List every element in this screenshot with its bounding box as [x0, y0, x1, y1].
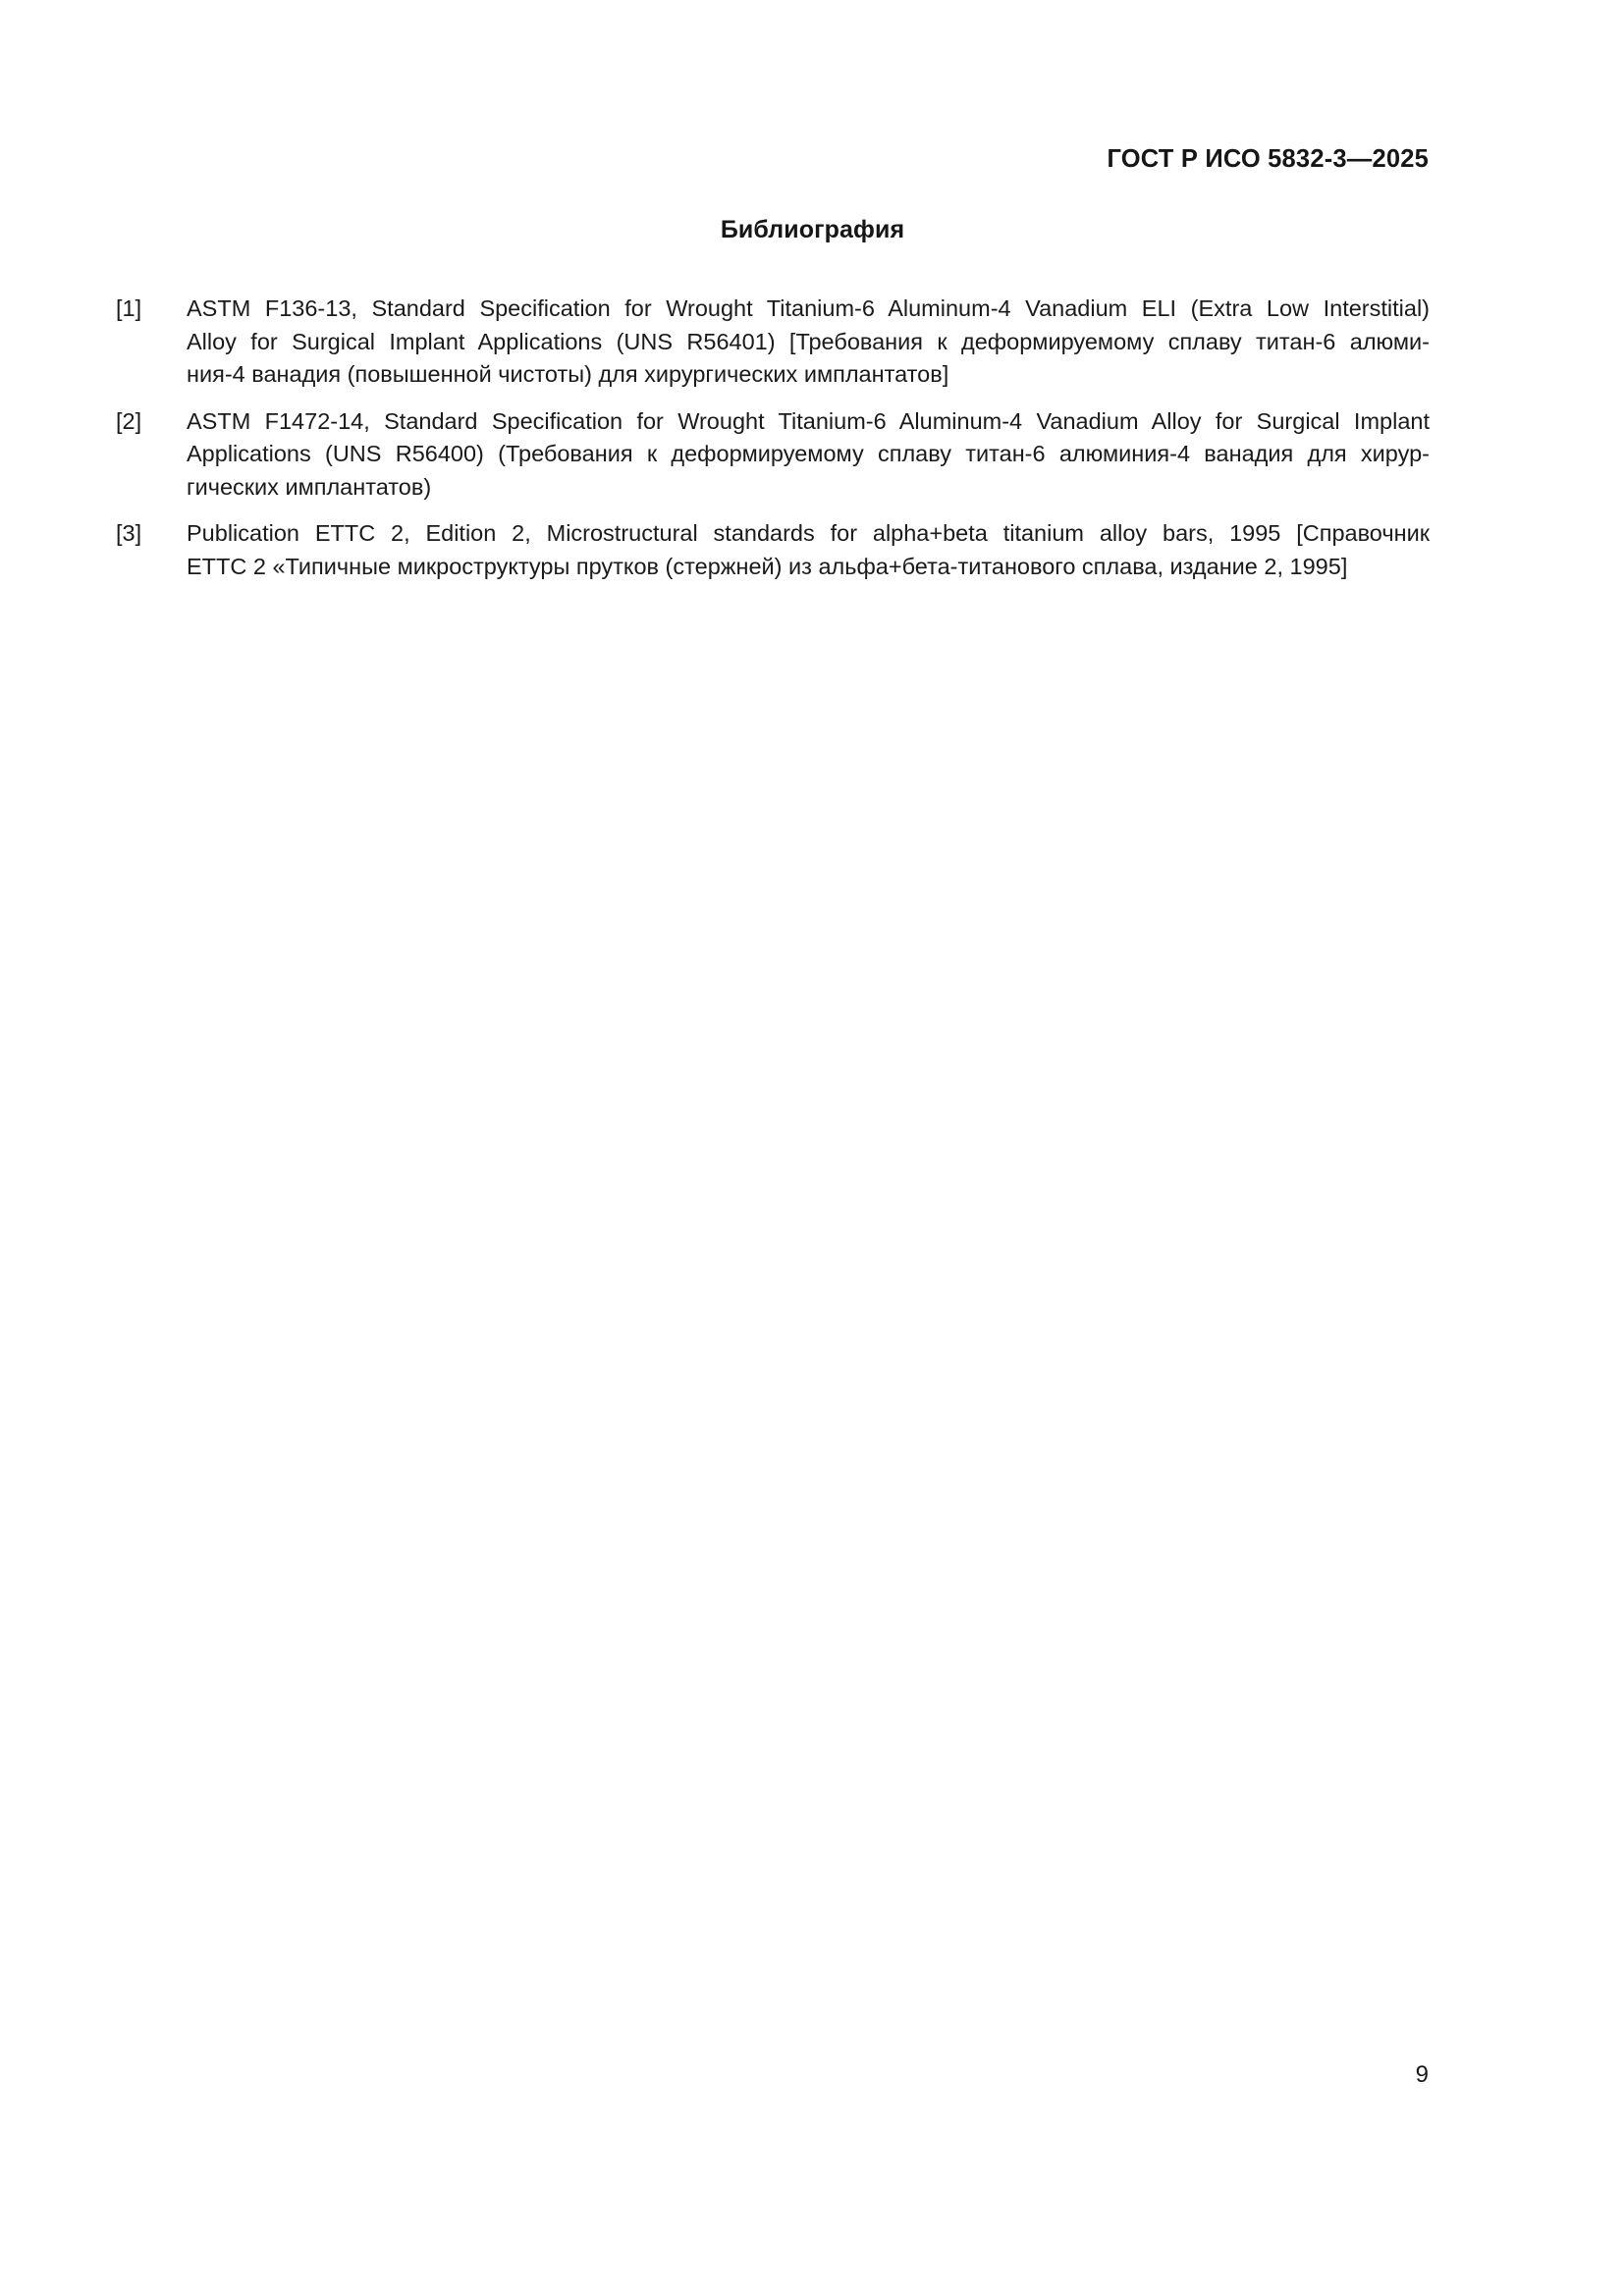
reference-text	[187, 293, 1430, 392]
reference-marker: [3]	[116, 520, 142, 546]
reference-text	[187, 517, 1430, 583]
reference-line: гических имплантатов)	[187, 473, 432, 500]
bibliography-entry	[116, 517, 1430, 583]
running-header: ГОСТ Р ИСО 5832-3—2025	[1107, 145, 1429, 173]
reference-line: ASTM F1472-14, Standard Specification for Wrought Titanium-6 Aluminum-4 Vanadium Alloy for Surgical Implant	[187, 407, 1430, 434]
reference-line: ETTC 2 «Типичные микроструктуры прутков (стержней) из альфа+бета-титанового сплава, издание 2, 1995]	[187, 553, 1348, 579]
reference-marker: [2]	[116, 407, 142, 434]
reference-line: Alloy for Surgical Implant Applications (UNS R56401) [Требования к деформируемому сплаву титан-6 алюми-	[187, 328, 1430, 354]
bibliography-entry	[116, 405, 1430, 505]
bibliography-list	[116, 293, 1430, 583]
bibliography-entry	[116, 293, 1430, 392]
page-number: 9	[1415, 2061, 1429, 2088]
reference-line: Applications (UNS R56400) (Требования к деформируемому сплаву титан-6 алюминия-4 ванадия для хирур-	[187, 441, 1430, 466]
reference-text	[187, 405, 1430, 505]
reference-line: Publication ETTC 2, Edition 2, Microstructural standards for alpha+beta titanium alloy bars, 1995 [Справочник	[187, 520, 1430, 546]
reference-marker: [1]	[116, 295, 142, 321]
reference-line: ния-4 ванадия (повышенной чистоты) для хирургических имплантатов]	[187, 361, 949, 387]
reference-line: ASTM F136-13, Standard Specification for Wrought Titanium-6 Aluminum-4 Vanadium ELI (Extra Low Interstitial)	[187, 295, 1430, 321]
page-title: Библиография	[720, 216, 905, 243]
